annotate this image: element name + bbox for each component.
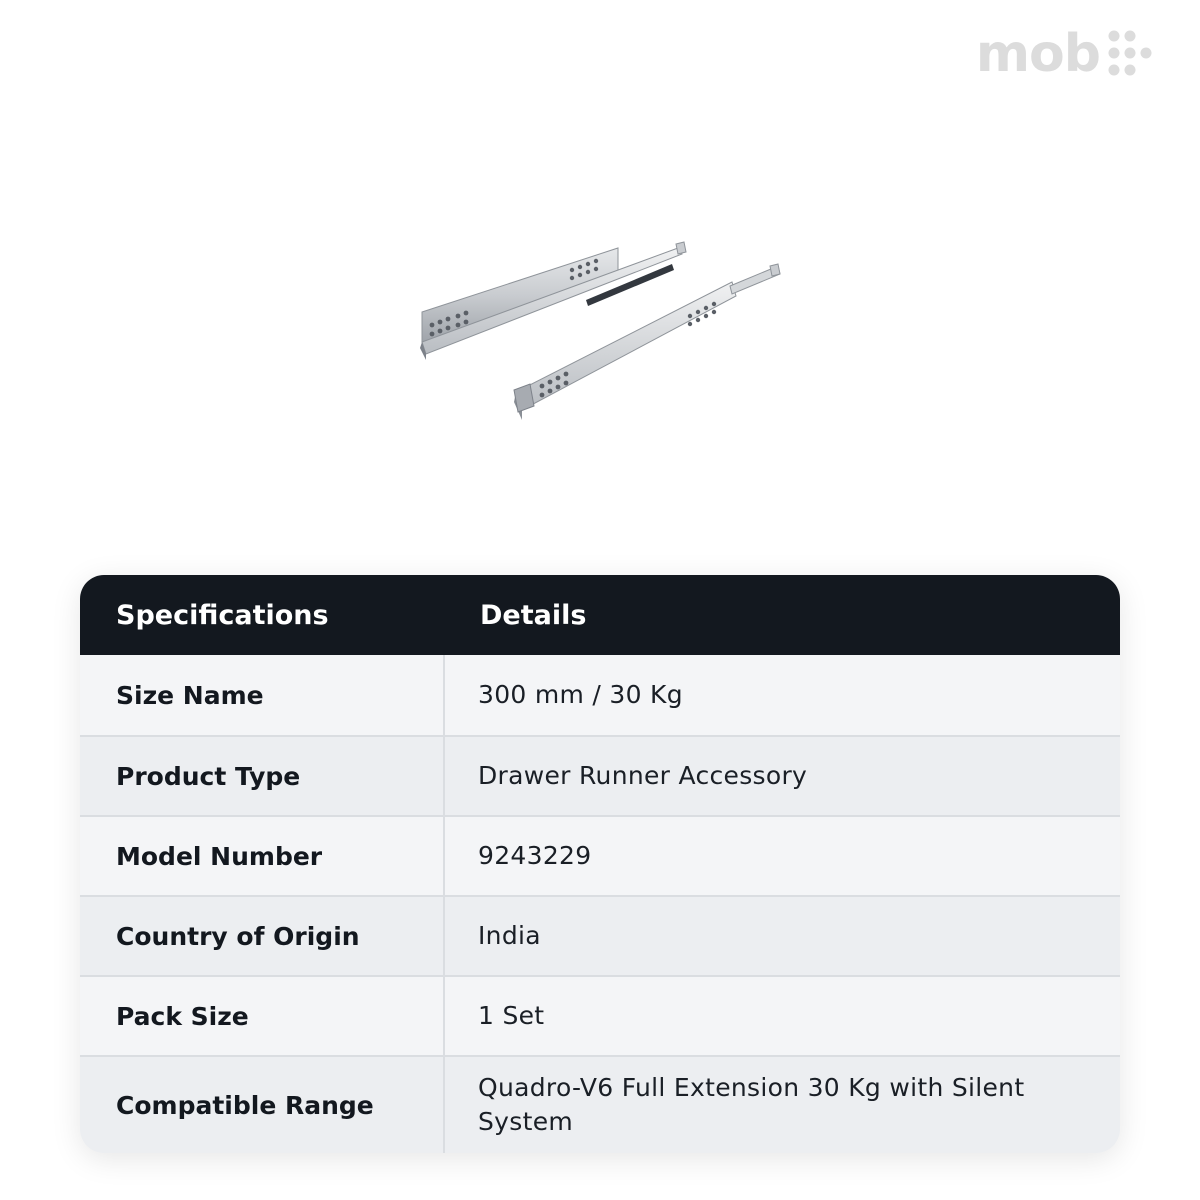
- spec-value: Drawer Runner Accessory: [478, 761, 808, 790]
- table-row: [80, 735, 1120, 815]
- logo-wordmark: mob: [975, 24, 1100, 84]
- spec-label: Compatible Range: [80, 1057, 445, 1153]
- spec-label: Model Number: [80, 817, 445, 895]
- spec-value: India: [478, 921, 541, 950]
- spec-value: 300 mm / 30 Kg: [478, 680, 683, 709]
- header-details: Details: [480, 599, 587, 631]
- table-row: [80, 655, 1120, 735]
- spec-value: Quadro-V6 Full Extension 30 Kg with Silent System: [478, 1073, 1025, 1136]
- table-row: [80, 815, 1120, 895]
- table-row: [80, 1055, 1120, 1153]
- table-body: [80, 655, 1120, 1153]
- spec-value: 9243229: [478, 841, 592, 870]
- spec-label: Pack Size: [80, 977, 445, 1055]
- spec-label: Country of Origin: [80, 897, 445, 975]
- drawer-runner-pair-image: [410, 230, 790, 430]
- spec-label: Product Type: [80, 737, 445, 815]
- spec-value: 1 Set: [478, 1001, 545, 1030]
- table-header: [80, 575, 1120, 655]
- specifications-table: [80, 575, 1120, 1153]
- header-specifications: Specifications: [116, 599, 329, 631]
- table-row: [80, 975, 1120, 1055]
- brand-logo[interactable]: [975, 24, 1152, 84]
- table-row: [80, 895, 1120, 975]
- logo-dots-icon: [1106, 29, 1152, 79]
- spec-label: Size Name: [80, 655, 445, 735]
